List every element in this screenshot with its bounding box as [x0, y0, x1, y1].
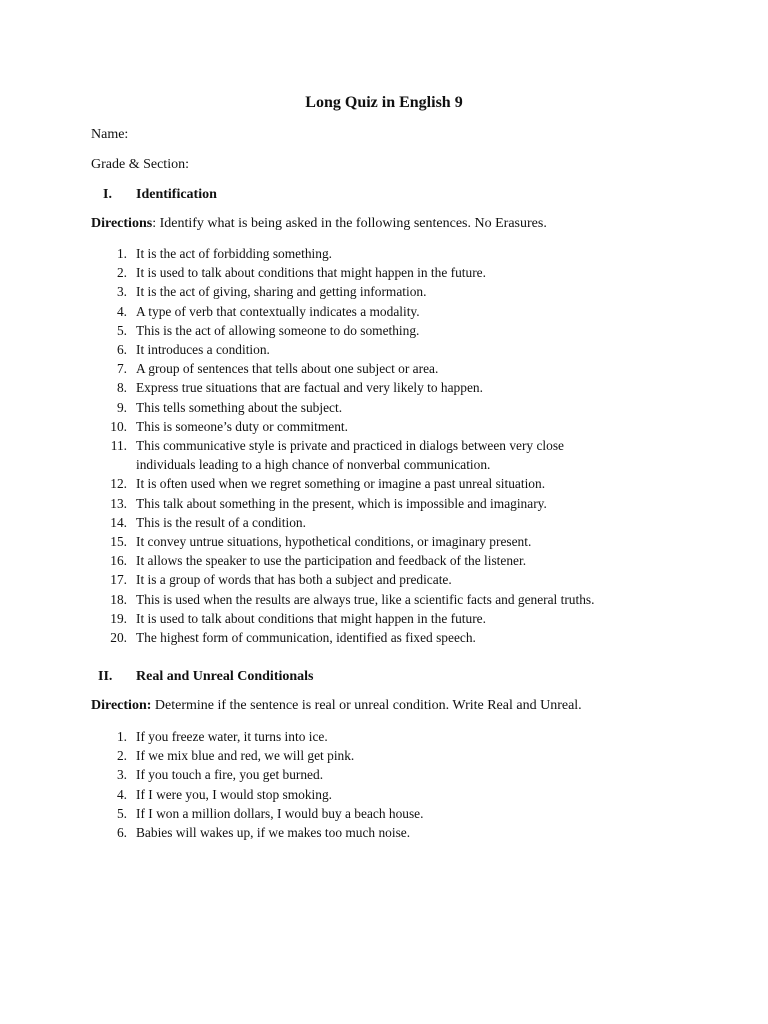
item-text: A type of verb that contextually indicates a modality.	[136, 303, 420, 319]
list-item	[91, 417, 691, 436]
list-item	[91, 765, 691, 784]
page-title: Long Quiz in English 9	[305, 94, 463, 111]
list-item	[91, 785, 691, 804]
list-item	[91, 746, 691, 765]
section-1-directions-text: : Identify what is being asked in the following sentences. No Erasures.	[152, 216, 547, 231]
section-1-directions-lead: Directions	[91, 216, 153, 231]
item-text: This communicative style is private and practiced in dialogs between very close individuals leading to a high chance of nonverbal communication.	[136, 438, 564, 473]
item-number: 17.	[110, 572, 127, 588]
item-number: 3.	[116, 284, 127, 300]
item-text: If we mix blue and red, we will get pink.	[136, 748, 355, 764]
list-item	[91, 804, 691, 823]
item-text: It is used to talk about conditions that might happen in the future.	[136, 610, 486, 626]
item-text: It is a group of words that has both a subject and predicate.	[136, 572, 452, 588]
item-number: 5.	[116, 805, 127, 821]
list-item	[91, 474, 691, 493]
item-number: 2.	[116, 265, 127, 281]
item-number: 1.	[116, 729, 127, 744]
section-2-directions-lead: Direction:	[91, 698, 152, 713]
item-text: It convey untrue situations, hypothetical conditions, or imaginary present.	[136, 534, 532, 550]
list-item	[91, 628, 691, 647]
item-text: If you freeze water, it turns into ice.	[136, 729, 328, 744]
section-1-number: I.	[103, 187, 112, 202]
list-item	[91, 359, 691, 378]
list-item	[91, 727, 691, 746]
item-number: 5.	[116, 322, 127, 338]
item-text: This is used when the results are always true, like a scientific facts and general truths.	[136, 591, 595, 607]
name-field-label: Name:	[91, 127, 129, 142]
list-item	[91, 532, 691, 551]
item-number: 20.	[110, 630, 127, 646]
section-2-number: II.	[98, 669, 113, 684]
list-item	[91, 513, 691, 532]
grade-section-field-label: Grade & Section:	[91, 157, 189, 172]
list-item	[91, 244, 691, 263]
item-text: A group of sentences that tells about one subject or area.	[136, 361, 439, 377]
item-text: This is someone’s duty or commitment.	[136, 418, 349, 434]
list-item	[91, 570, 691, 589]
list-item	[91, 263, 691, 282]
item-number: 4.	[116, 786, 127, 802]
list-item	[91, 823, 691, 842]
section-2-heading	[91, 669, 314, 685]
item-text: This tells something about the subject.	[136, 399, 343, 415]
item-number: 6.	[116, 825, 127, 841]
item-number: 2.	[116, 748, 127, 764]
item-number: 11.	[110, 438, 127, 454]
item-number: 9.	[116, 399, 127, 415]
item-number: 16.	[110, 553, 127, 569]
section-2-title: Real and Unreal Conditionals	[136, 669, 314, 684]
item-text: It is the act of giving, sharing and getting information.	[136, 284, 427, 300]
item-number: 1.	[116, 246, 127, 261]
item-number: 3.	[116, 767, 127, 783]
section-1-question-list	[91, 244, 691, 647]
item-text: If I won a million dollars, I would buy a beach house.	[136, 805, 424, 821]
list-item	[91, 436, 691, 474]
list-item	[91, 321, 691, 340]
item-text: Babies will wakes up, if we makes too much noise.	[136, 825, 411, 841]
list-item	[91, 282, 691, 301]
item-text: It is often used when we regret something or imagine a past unreal situation.	[136, 476, 546, 492]
item-number: 4.	[116, 303, 127, 319]
item-text: It introduces a condition.	[136, 342, 270, 358]
item-number: 14.	[110, 514, 127, 530]
section-1-heading	[91, 187, 217, 203]
list-item	[91, 378, 691, 397]
item-text: If you touch a fire, you get burned.	[136, 767, 324, 783]
item-text: If I were you, I would stop smoking.	[136, 786, 332, 802]
item-number: 13.	[110, 495, 127, 511]
item-text: Express true situations that are factual and very likely to happen.	[136, 380, 483, 396]
item-text: This talk about something in the present, which is impossible and imaginary.	[136, 495, 547, 511]
item-number: 6.	[116, 342, 127, 358]
item-number: 7.	[116, 361, 127, 377]
section-2-directions-text: Determine if the sentence is real or unreal condition. Write Real and Unreal.	[151, 698, 582, 713]
item-text: It is the act of forbidding something.	[136, 246, 332, 261]
section-2-question-list	[91, 727, 691, 842]
list-item	[91, 551, 691, 570]
section-2-directions	[91, 698, 582, 714]
item-text: This is the result of a condition.	[136, 514, 306, 530]
list-item	[91, 494, 691, 513]
section-1-title: Identification	[136, 187, 217, 202]
list-item	[91, 302, 691, 321]
item-number: 18.	[110, 591, 127, 607]
section-1-directions	[91, 216, 547, 232]
list-item	[91, 609, 691, 628]
list-item	[91, 340, 691, 359]
item-text: It allows the speaker to use the participation and feedback of the listener.	[136, 553, 527, 569]
item-number: 12.	[110, 476, 127, 492]
list-item	[91, 398, 691, 417]
item-text: This is the act of allowing someone to do something.	[136, 322, 420, 338]
item-number: 19.	[110, 610, 127, 626]
list-item	[91, 590, 691, 609]
item-number: 10.	[110, 418, 127, 434]
item-text: The highest form of communication, identified as fixed speech.	[136, 630, 476, 646]
item-number: 15.	[110, 534, 127, 550]
item-number: 8.	[116, 380, 127, 396]
item-text: It is used to talk about conditions that might happen in the future.	[136, 265, 486, 281]
